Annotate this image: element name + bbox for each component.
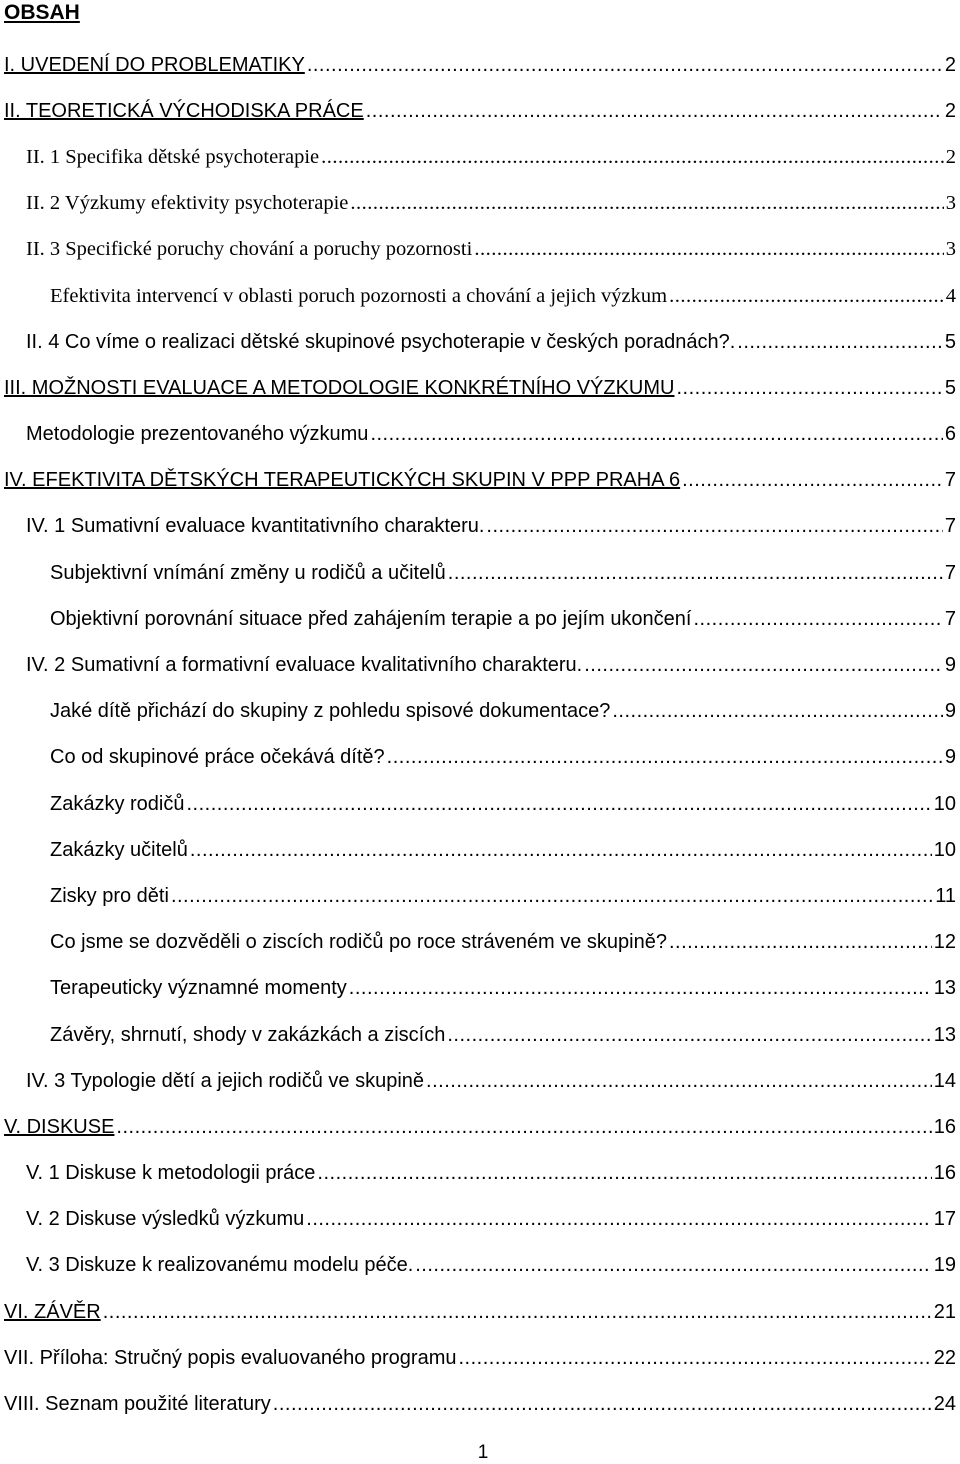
- toc-dot-leader: [349, 977, 932, 1000]
- toc-entry-title[interactable]: Zakázky učitelů: [50, 838, 188, 861]
- toc-entry[interactable]: [0, 873, 960, 919]
- toc-entry-page[interactable]: 9: [944, 746, 956, 769]
- toc-dot-leader: [486, 515, 942, 538]
- toc-entry-title[interactable]: IV. 1 Sumativní evaluace kvantitativního charakteru.: [26, 515, 485, 538]
- toc-entry-title[interactable]: Efektivita intervencí v oblasti poruch pozornosti a chování a jejich výzkum: [50, 284, 668, 307]
- toc-entry-title[interactable]: Terapeuticky významné momenty: [50, 977, 347, 1000]
- toc-entry-page[interactable]: 19: [933, 1254, 956, 1277]
- toc-entry-title[interactable]: VI. ZÁVĚR: [4, 1300, 101, 1323]
- toc-dot-leader: [737, 331, 943, 354]
- toc-entry-page[interactable]: 7: [944, 607, 956, 630]
- toc-dot-leader: [171, 885, 933, 908]
- toc-entry-page[interactable]: 17: [933, 1208, 956, 1231]
- toc-entry-title[interactable]: Metodologie prezentovaného výzkumu: [26, 423, 369, 446]
- toc-entry[interactable]: [0, 689, 960, 735]
- toc-dot-leader: [116, 1116, 931, 1139]
- toc-entry-page[interactable]: 9: [944, 654, 956, 677]
- toc-entry-page[interactable]: 14: [933, 1069, 956, 1092]
- toc-entry[interactable]: [0, 1012, 960, 1058]
- toc-dot-leader: [612, 700, 943, 723]
- toc-entry-title[interactable]: II. 2 Výzkumy efektivity psychoterapie: [26, 192, 349, 215]
- toc-entry-title[interactable]: V. DISKUSE: [4, 1115, 115, 1138]
- toc-entry[interactable]: [0, 319, 960, 365]
- toc-entry[interactable]: [0, 88, 960, 134]
- toc-entry-page[interactable]: 6: [944, 423, 956, 446]
- toc-entry[interactable]: [0, 827, 960, 873]
- toc-entry-page[interactable]: 2: [945, 145, 956, 168]
- toc-dot-leader: [187, 793, 932, 816]
- toc-entry[interactable]: [0, 181, 960, 227]
- toc-dot-leader: [447, 1024, 931, 1047]
- toc-entry-title[interactable]: IV. 2 Sumativní a formativní evaluace kvalitativního charakteru.: [26, 654, 583, 677]
- toc-entry-page[interactable]: 2: [944, 53, 956, 76]
- toc-entry-page[interactable]: 21: [933, 1300, 956, 1323]
- toc-entry-page[interactable]: 7: [944, 469, 956, 492]
- toc-entry-title[interactable]: V. 1 Diskuse k metodologii práce: [26, 1162, 316, 1185]
- toc-entry[interactable]: [0, 1197, 960, 1243]
- toc-entry-title[interactable]: Subjektivní vnímání změny u rodičů a učitelů: [50, 561, 446, 584]
- toc-entry-title[interactable]: I. UVEDENÍ DO PROBLEMATIKY: [4, 53, 305, 76]
- toc-entry[interactable]: [0, 412, 960, 458]
- toc-dot-leader: [370, 423, 942, 446]
- toc-entry-title[interactable]: II. TEORETICKÁ VÝCHODISKA PRÁCE: [4, 99, 364, 122]
- toc-dot-leader: [415, 1254, 932, 1277]
- toc-entry-page[interactable]: 13: [933, 1023, 956, 1046]
- toc-entry-title[interactable]: V. 2 Diskuse výsledků výzkumu: [26, 1208, 305, 1231]
- toc-entry[interactable]: [0, 42, 960, 88]
- toc-entry[interactable]: [0, 504, 960, 550]
- toc-dot-leader: [474, 238, 943, 261]
- toc-entry-page[interactable]: 10: [933, 838, 956, 861]
- toc-dot-leader: [321, 146, 944, 169]
- toc-entry-title[interactable]: III. MOŽNOSTI EVALUACE A METODOLOGIE KONKRÉTNÍHO VÝZKUMU: [4, 376, 675, 399]
- toc-entry-title[interactable]: Co jsme se dozvěděli o ziscích rodičů po roce stráveném ve skupině?: [50, 931, 667, 954]
- toc-entry-page[interactable]: 3: [945, 238, 956, 261]
- toc-dot-leader: [682, 469, 943, 492]
- toc-dot-leader: [584, 654, 943, 677]
- toc-dot-leader: [448, 562, 943, 585]
- toc-entry[interactable]: [0, 642, 960, 688]
- toc-entry-page[interactable]: 3: [945, 192, 956, 215]
- toc-entry-page[interactable]: 9: [944, 700, 956, 723]
- toc-entry-page[interactable]: 2: [944, 99, 956, 122]
- toc-dot-leader: [273, 1393, 932, 1416]
- toc-dot-leader: [669, 931, 932, 954]
- toc-entry-title[interactable]: Objektivní porovnání situace před zahájením terapie a po jejím ukončení: [50, 607, 692, 630]
- toc-entry[interactable]: [0, 550, 960, 596]
- toc-title: OBSAH: [4, 1, 80, 24]
- toc-entry[interactable]: [0, 735, 960, 781]
- toc-entry-page[interactable]: 10: [933, 792, 956, 815]
- toc-entry-page[interactable]: 7: [944, 561, 956, 584]
- toc-entry[interactable]: [0, 273, 960, 319]
- toc-entry[interactable]: [0, 781, 960, 827]
- toc-entry[interactable]: [0, 227, 960, 273]
- toc-entry[interactable]: [0, 1243, 960, 1289]
- toc-entry[interactable]: [0, 1381, 960, 1427]
- toc-entry-title[interactable]: Co od skupinové práce očekává dítě?: [50, 746, 385, 769]
- toc-entry[interactable]: [0, 1058, 960, 1104]
- toc-dot-leader: [103, 1301, 932, 1324]
- toc-entry-page[interactable]: 11: [935, 884, 956, 907]
- toc-entry-page[interactable]: 24: [933, 1393, 956, 1416]
- toc-entry-page[interactable]: 5: [944, 330, 956, 353]
- toc-entry-title[interactable]: Zisky pro děti: [50, 884, 169, 907]
- toc-entry-title[interactable]: II. 1 Specifika dětské psychoterapie: [26, 145, 320, 168]
- toc-entry-title[interactable]: II. 3 Specifické poruchy chování a poruchy pozornosti: [26, 238, 473, 261]
- toc-dot-leader: [669, 285, 944, 308]
- toc-entry[interactable]: [0, 365, 960, 411]
- toc-dot-leader: [307, 54, 943, 77]
- toc-entry-page[interactable]: 4: [945, 284, 956, 307]
- toc-entry-page[interactable]: 5: [944, 376, 956, 399]
- toc-entry[interactable]: [0, 966, 960, 1012]
- toc-entry-page[interactable]: 12: [933, 931, 956, 954]
- toc-entry-page[interactable]: 16: [933, 1162, 956, 1185]
- toc-entry[interactable]: [0, 1104, 960, 1150]
- toc-entry-title[interactable]: IV. EFEKTIVITA DĚTSKÝCH TERAPEUTICKÝCH SKUPIN V PPP PRAHA 6: [4, 469, 681, 492]
- toc-entry-title[interactable]: VII. Příloha: Stručný popis evaluovaného programu: [4, 1346, 457, 1369]
- toc-entry-page[interactable]: 7: [944, 515, 956, 538]
- toc-dot-leader: [387, 746, 943, 769]
- toc-entry-title[interactable]: Zakázky rodičů: [50, 792, 185, 815]
- toc-dot-leader: [317, 1162, 931, 1185]
- page-number: 1: [477, 1442, 489, 1463]
- toc-entry[interactable]: [0, 596, 960, 642]
- toc-entry-page[interactable]: 16: [933, 1115, 956, 1138]
- toc-dot-leader: [306, 1208, 931, 1231]
- toc-dot-leader: [676, 377, 942, 400]
- toc-entry[interactable]: [0, 1335, 960, 1381]
- toc-entry-title[interactable]: V. 3 Diskuze k realizovanému modelu péče.: [26, 1254, 414, 1277]
- table-of-contents: [0, 42, 960, 1428]
- toc-entry-title[interactable]: Jaké dítě přichází do skupiny z pohledu spisové dokumentace?: [50, 700, 611, 723]
- toc-dot-leader: [190, 839, 932, 862]
- toc-entry[interactable]: [0, 1289, 960, 1335]
- toc-entry-title[interactable]: IV. 3 Typologie dětí a jejich rodičů ve skupině: [26, 1069, 425, 1092]
- toc-entry-title[interactable]: II. 4 Co víme o realizaci dětské skupinové psychoterapie v českých poradnách?.: [26, 330, 736, 353]
- toc-entry-title[interactable]: Závěry, shrnutí, shody v zakázkách a ziscích: [50, 1023, 446, 1046]
- toc-entry-page[interactable]: 13: [933, 977, 956, 1000]
- toc-dot-leader: [426, 1070, 932, 1093]
- toc-dot-leader: [693, 608, 942, 631]
- toc-dot-leader: [366, 100, 943, 123]
- toc-entry[interactable]: [0, 920, 960, 966]
- toc-dot-leader: [458, 1347, 931, 1370]
- toc-entry[interactable]: [0, 458, 960, 504]
- toc-entry-title[interactable]: VIII. Seznam použité literatury: [4, 1393, 271, 1416]
- toc-entry-page[interactable]: 22: [933, 1346, 956, 1369]
- toc-dot-leader: [350, 192, 943, 215]
- toc-entry[interactable]: [0, 134, 960, 180]
- toc-entry[interactable]: [0, 1151, 960, 1197]
